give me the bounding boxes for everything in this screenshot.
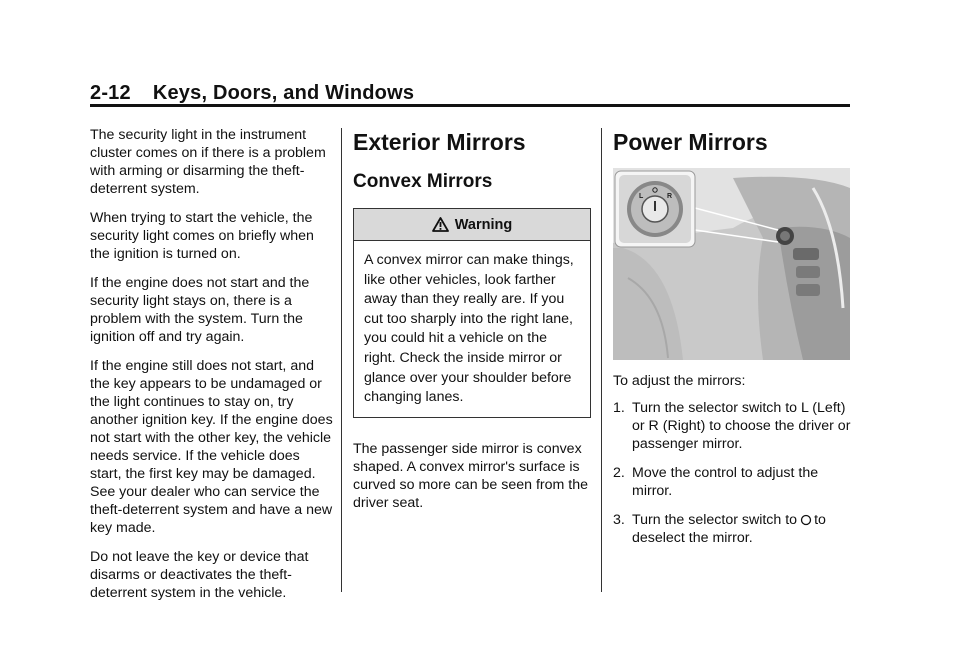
section-title: Power Mirrors: [613, 129, 768, 155]
paragraph: The passenger side mirror is convex shaped. A convex mirror's surface is curved so more can be seen from the driver seat.: [353, 440, 589, 511]
paragraph: The security light in the instrument cluster comes on if there is a problem with arming or disarming the theft-deterrent system.: [90, 127, 326, 197]
column-divider-2: [601, 128, 602, 592]
column-2: [353, 128, 591, 512]
selector-label-r: R: [667, 193, 673, 200]
header-rule: [90, 104, 850, 107]
warning-text: A convex mirror can make things, like other vehicles, look farther away than they really are. If you cut too sharply into the right lane, you could hit a vehicle on the right. Check the inside mirror or glance over your shoulder before changing lanes.: [364, 252, 574, 406]
paragraph: Do not leave the key or device that disarms or deactivates the theft-deterrent system in the vehicle.: [90, 549, 309, 601]
page-number: 2-12: [90, 82, 131, 104]
step-text: Turn the selector switch to: [632, 512, 798, 528]
warning-label: Warning: [454, 216, 513, 233]
power-mirror-control-photo: [613, 168, 850, 360]
section-title: Exterior Mirrors: [353, 129, 526, 155]
warning-header: [354, 209, 590, 241]
column-1: [90, 126, 334, 613]
step-number: 3.: [613, 512, 625, 528]
step-text: to deselect the mirror.: [632, 512, 826, 546]
column-divider-1: [341, 128, 342, 592]
column-3: [613, 128, 853, 558]
step-text: Turn the selector switch to L (Left) or R (Right) to choose the driver or passenger mirror.: [632, 400, 851, 452]
step-text: Move the control to adjust the mirror.: [632, 465, 819, 499]
list-item: [613, 511, 853, 547]
chapter-title: Keys, Doors, and Windows: [152, 82, 415, 104]
selector-label-l: L: [639, 193, 644, 200]
paragraph: If the engine does not start and the security light stays on, there is a problem with the system. Turn the ignition off and try again.: [90, 275, 310, 345]
step-number: 1.: [613, 400, 625, 416]
steps-intro: To adjust the mirrors:: [613, 373, 746, 389]
warning-box: [353, 208, 591, 418]
list-item: [613, 464, 853, 500]
paragraph: If the engine still does not start, and the key appears to be undamaged or the light continues to stay on, try another ignition key. If the engine does not start with the other key, the vehicle needs service. If the vehicle does start, the first key may be damaged. See your dealer who can service the theft-deterrent system and have a new key made.: [90, 358, 333, 536]
center-off-position-icon: [800, 514, 812, 526]
paragraph: When trying to start the vehicle, the security light comes on briefly when the ignition is turned on.: [90, 210, 314, 262]
list-item: [613, 399, 853, 453]
warning-triangle-icon: [432, 217, 449, 232]
steps-list: [613, 399, 853, 547]
subsection-title: Convex Mirrors: [353, 171, 493, 192]
page-header: [90, 82, 414, 105]
step-number: 2.: [613, 465, 625, 481]
